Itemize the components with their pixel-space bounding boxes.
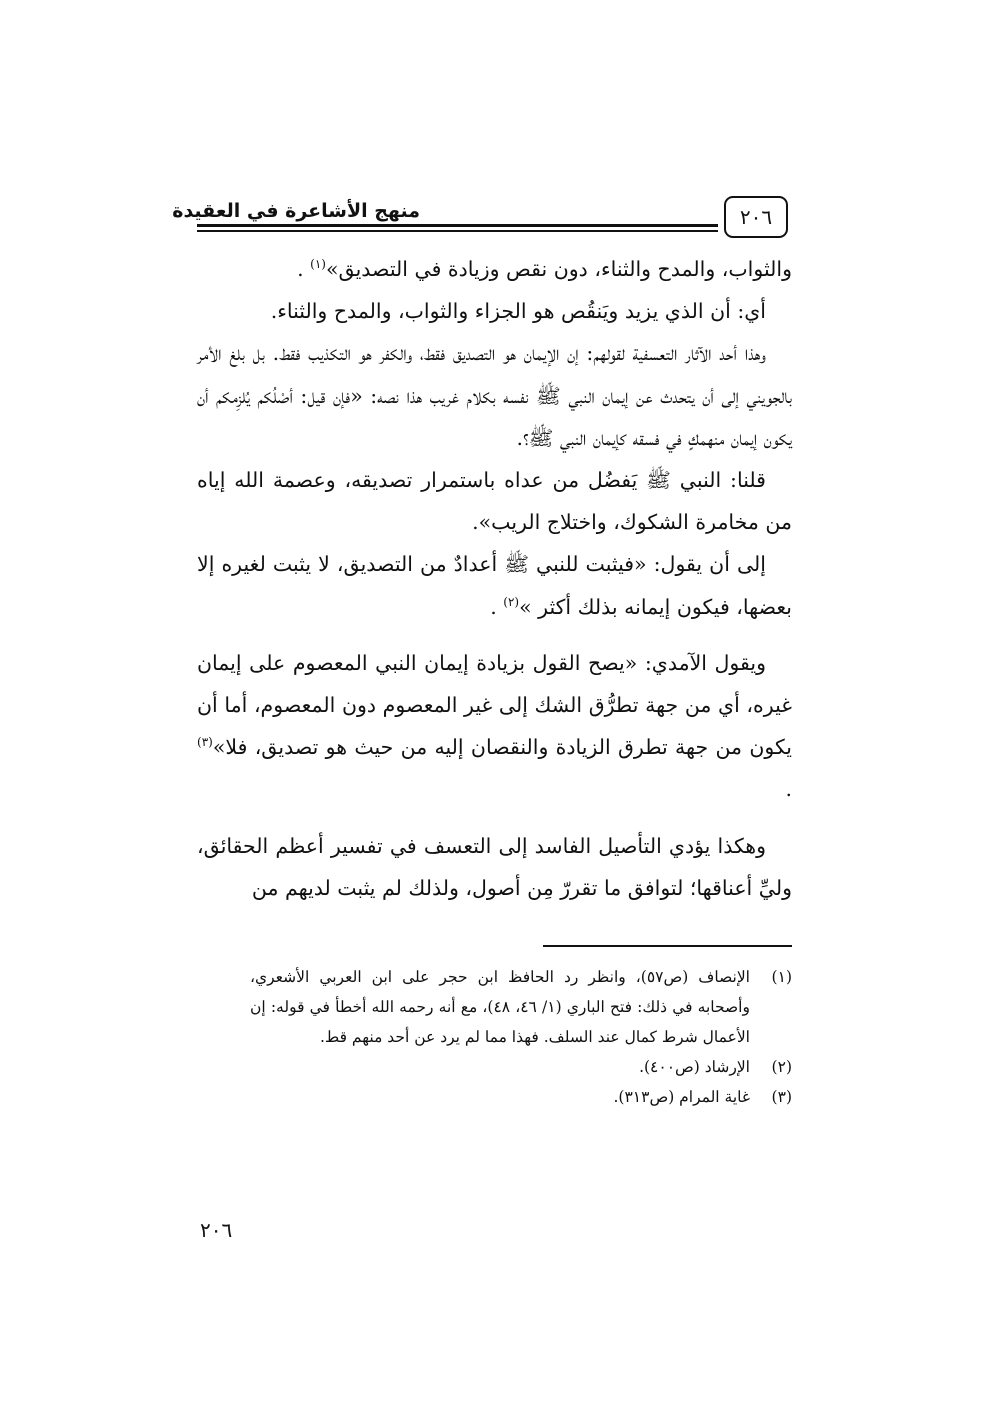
paragraph: ويقول الآمدي: «يصح القول بزيادة إيمان النبي المعصوم على إيمان غيره، أي من جهة تطرُّق الشك إلى غير المعصوم دون المعصوم، أما أن يكون من جهة تطرق الزيادة والنقصان إليه من حيث هو تصديق، فلا»$^{(٣)}$ . [197,650,792,802]
header-rule [197,224,718,227]
page-folio: ٢٠٦ [200,1218,233,1242]
footnote [250,1052,792,1082]
footnotes [250,962,792,1112]
footnote-text: الإنصاف (ص٥٧)، وانظر رد الحافظ ابن حجر على ابن العربي الأشعري، وأصحابه في ذلك: فتح الباري (١/ ٤٦، ٤٨)، مع أنه رحمه الله أخطأ في قوله: إن الأعمال شرط كمال عند السلف. فهذا مما لم يرد عن أحد منهم قط. [250,968,750,1046]
main-text [197,248,792,909]
footnote-ref: (٣) [197,735,213,750]
paragraph: قلنا: النبي ﷺ يَفضُل من عداه باستمرار تصديقه، وعصمة الله إياه من مخامرة الشكوك، واختلاج الريب». [197,468,792,535]
paragraph: أي: أن الذي يزيد ويَنقُص هو الجزاء والثواب، والمدح والثناء. [270,299,766,324]
paragraph: والثواب، والمدح والثناء، دون نقص وزيادة في التصديق»$^{(١)}$ . [297,257,792,281]
footnote-ref: (١) [310,257,326,272]
header-rule-thin [197,230,718,232]
footnote-ref: (٢) [503,594,520,609]
footnote-text: غاية المرام (ص٣١٣). [613,1088,750,1106]
paragraph: وهكذا يؤدي التأصيل الفاسد إلى التعسف في تفسير أعظم الحقائق، وليِّ أعناقها؛ لتوافق ما تقررّ مِن أصول، ولذلك لم يثبت لديهم من [197,833,792,900]
book-title: منهج الأشاعرة في العقيدة [172,200,420,222]
footnote-separator [543,945,792,947]
footnote [250,1082,792,1112]
paragraph: وهذا أحد الآثار التعسفية لقولهم: إن الإيمان هو التصديق فقط، والكفر هو التكذيب فقط. بل بلغ الأمر بالجويني إلى أن يتحدث عن إيمان النبي ﷺ نفسه بكلام غريب هذا نصه: «فإن قيل: أصْلُكم يُلزِمكم أن يكون إيمان منهمكٍ في فسقه كإيمان النبي ﷺ؟. [197,341,792,450]
footnote-number: (٢) [771,1058,792,1076]
paragraph: إلى أن يقول: «فيثبت للنبي ﷺ أعدادٌ من التصديق، لا يثبت لغيره إلا بعضها، فيكون إيمانه بذلك أكثر »$^{(٢)}$ . [197,552,792,619]
running-header [172,196,792,240]
footnote-text: الإرشاد (ص٤٠٠). [639,1058,750,1076]
footnote-number: (٣) [771,1088,792,1106]
footnote [250,962,792,1052]
footnote-number: (١) [771,968,792,986]
header-page-number: ٢٠٦ [724,196,788,238]
